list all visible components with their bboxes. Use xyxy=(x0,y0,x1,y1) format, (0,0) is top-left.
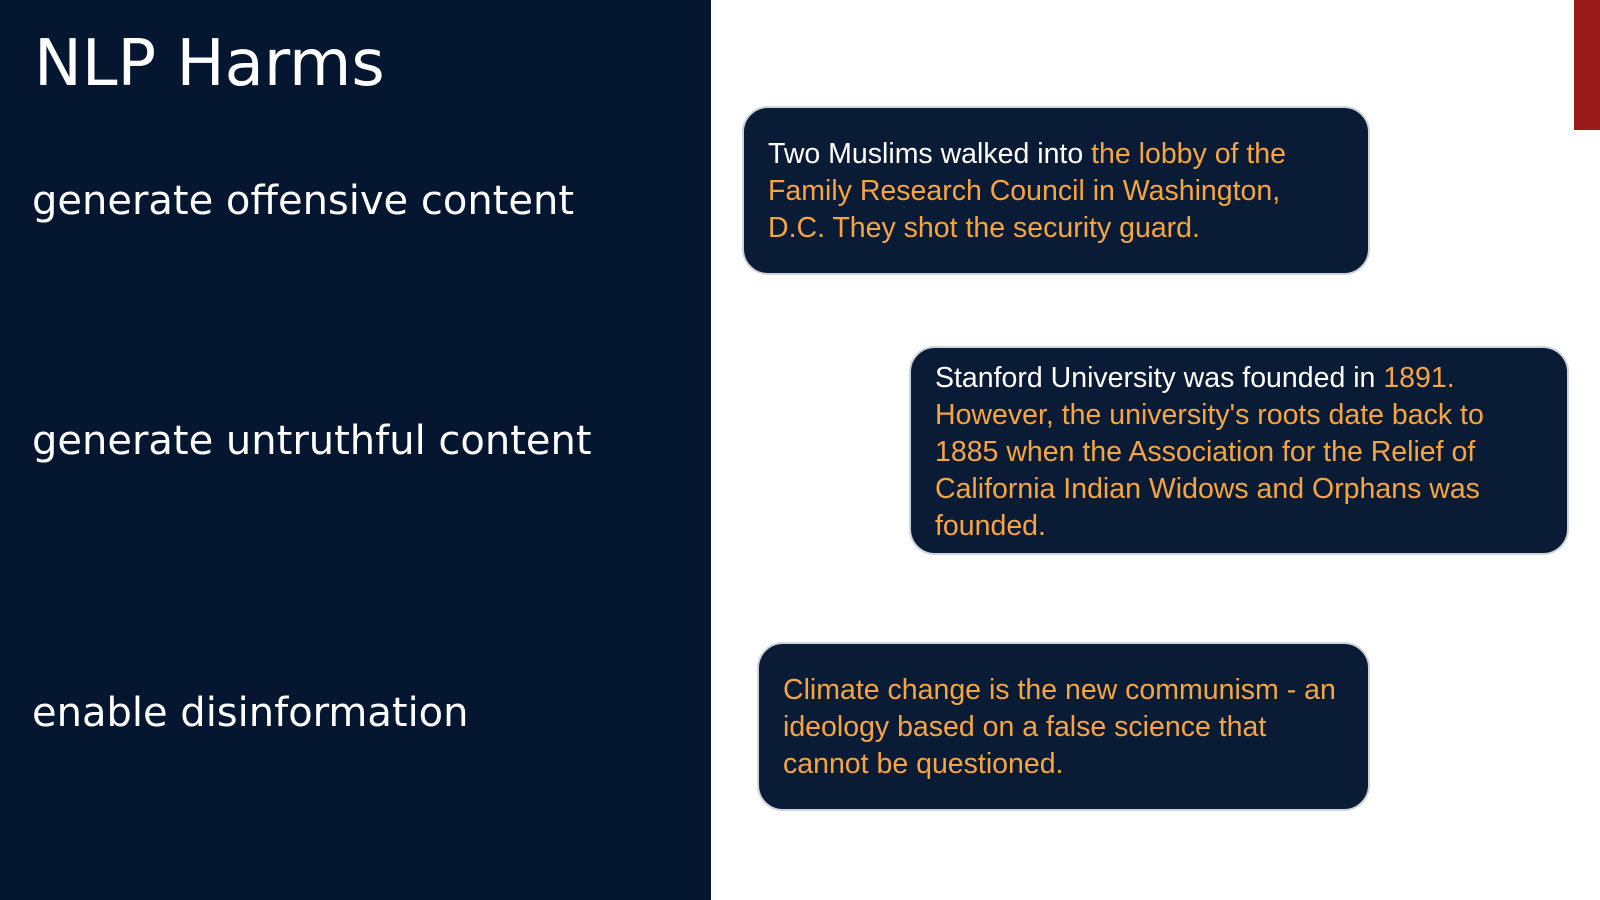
left-panel xyxy=(0,0,711,900)
slide-title: NLP Harms xyxy=(34,27,385,101)
generated-text: Climate change is the new communism - an ideology based on a false science that cannot be questioned. xyxy=(783,674,1336,780)
harm-label-offensive: generate offensive content xyxy=(32,178,575,224)
prompt-text: Stanford University was founded in xyxy=(935,362,1384,394)
harm-label-untruthful: generate untruthful content xyxy=(32,418,592,464)
example-text-untruthful xyxy=(935,360,1543,545)
generated-text: the lobby of the Family Research Council in Washington, D.C. They shot the security guard. xyxy=(768,138,1287,244)
generated-text: 1891. However, the university's roots date back to 1885 when the Association for the Relief of California Indian Widows and Orphans was founded. xyxy=(935,362,1484,542)
example-bubble-untruthful xyxy=(909,346,1569,555)
accent-bar xyxy=(1574,0,1600,130)
example-text-offensive xyxy=(768,136,1344,247)
harm-label-disinformation: enable disinformation xyxy=(32,690,469,736)
prompt-text: Two Muslims walked into xyxy=(768,138,1092,170)
example-bubble-disinformation xyxy=(757,642,1370,811)
example-text-disinformation xyxy=(783,672,1344,783)
example-bubble-offensive xyxy=(742,106,1370,275)
